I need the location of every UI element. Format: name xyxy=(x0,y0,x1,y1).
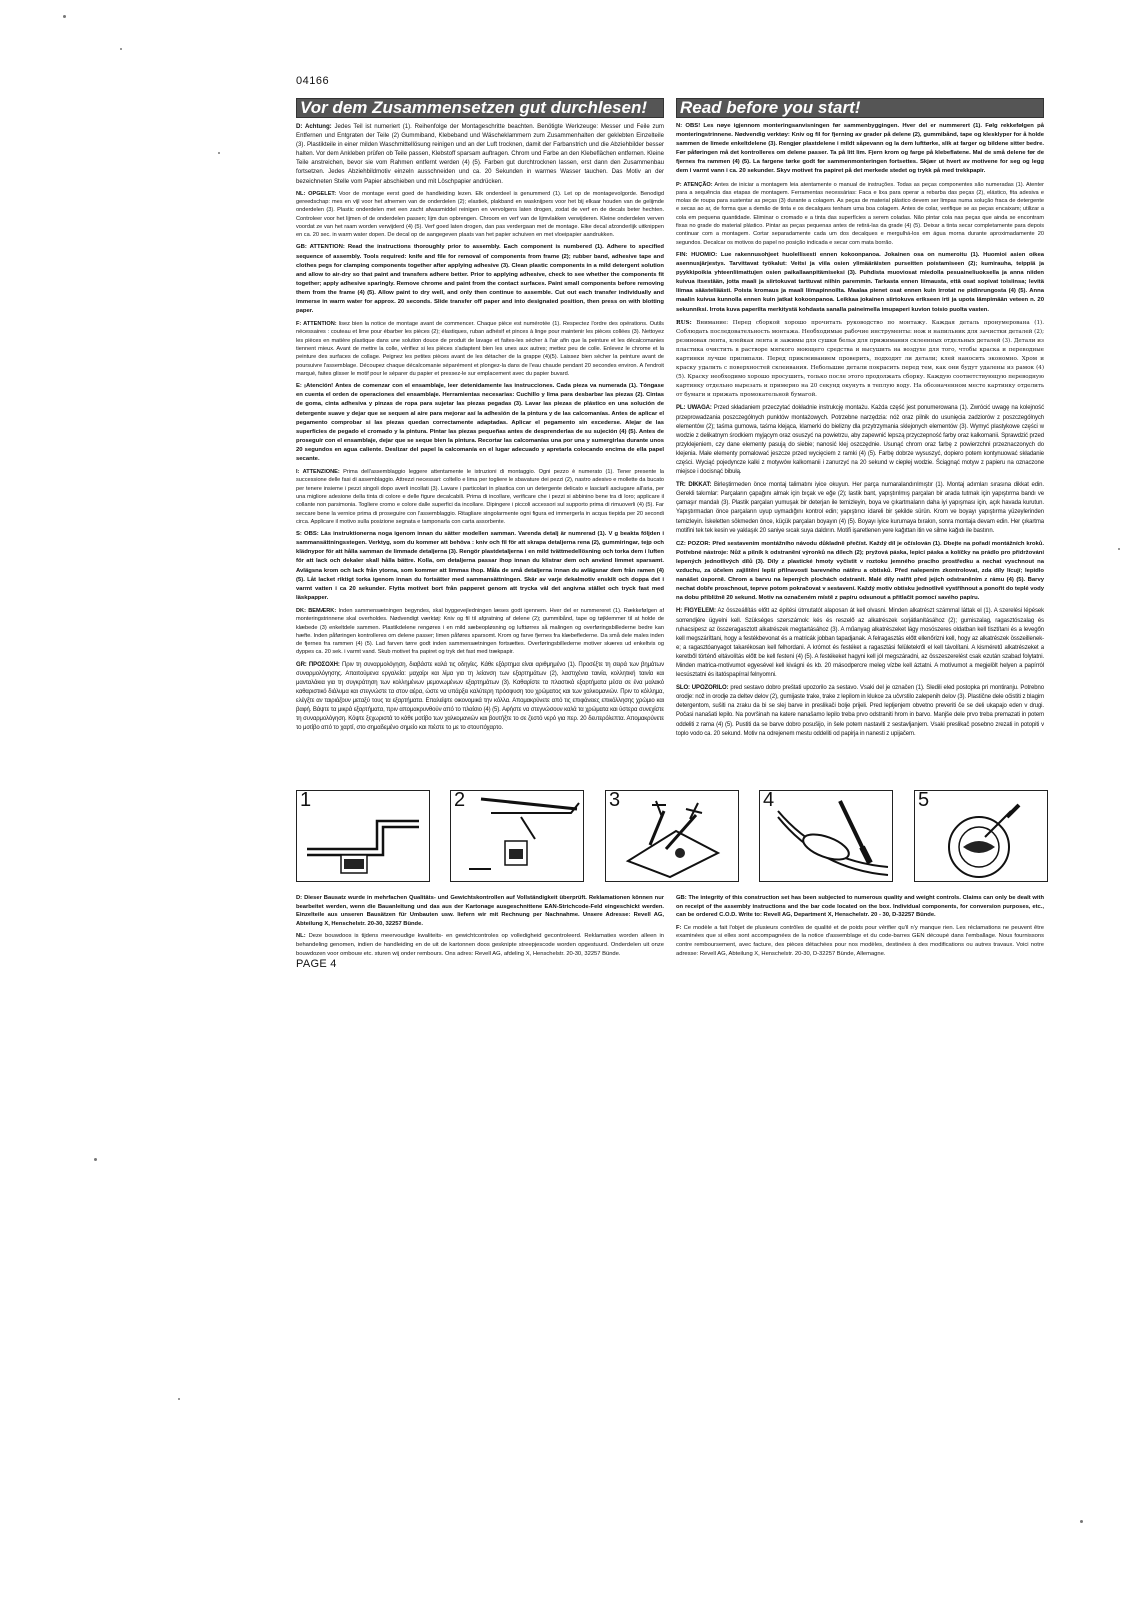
illustration-number: 4 xyxy=(763,790,775,811)
paragraph-body: Antes de comenzar con el ensamblaje, leer detenidamente las instrucciones. Cada pieza va numerada (1). Tóngase en cuenta el orden de operaciones del ensamblaje. Herramientas necesarias: Cuchillo y lima para desbarbar las piezas (2). Cintas de goma, cinta adhesiva y pinzas de ropa para sujetar las piezas pegadas (3). Lavar las piezas de plástico en una solución de detergente suave y dejar que se sequen al aire para mejorar así la adhesión de la pintura y de las calcomanías. Antes de aplicar el pegamento comprobar si las piezas quedan correctamente adaptadas. Aplicar el pegamento sin excederse. Alejar de las superficies de pegado el cromado y la pintura. Pintar las piezas pequeñas antes de desprenderlas de su sujeción (4) (5). Antes de proseguir con el ensamblaje, dejar que se seque bien la pintura. Recortar las calcomanías una por una y sumergirlas durante unos 20 segundos en agua caliente. Deslizar del papel la calcomanía en el lugar adecuado y apretarla colocando encima de ella papel secante. xyxy=(296,383,664,463)
scan-speck xyxy=(218,152,220,154)
footer-left xyxy=(296,890,664,958)
paragraph-lead: RUS: xyxy=(676,319,692,326)
paragraph-lead: H: FIGYELEM: xyxy=(676,608,716,615)
paragraph-lead: D: Achtung: xyxy=(296,123,332,130)
document-number: 04166 xyxy=(296,75,330,87)
footer-paragraph-fr xyxy=(676,924,1044,958)
paragraph-de xyxy=(296,122,664,186)
decal-in-water-icon xyxy=(915,791,1047,881)
illustration-1 xyxy=(296,790,430,882)
brush-on-sprue-icon xyxy=(760,791,892,881)
right-paragraphs xyxy=(676,122,1044,739)
paragraph-lead: NL: OPGELET: xyxy=(296,190,337,197)
left-column xyxy=(296,98,664,733)
paragraph-lead: P: ATENÇÃO: xyxy=(676,181,713,188)
paragraph-lead: F: xyxy=(676,924,682,931)
paragraph-lead: CZ: POZOR: xyxy=(676,540,711,547)
paragraph-lead: GR: ΠΡΟΣΟΧΗ: xyxy=(296,661,340,668)
clamp-glued-parts-icon xyxy=(606,791,738,881)
paragraph-body: The integrity of this construction set has been subjected to numerous quality and weight controls. Claims can only be dealt with on receipt of the assembly instructions and the bar code located on the box. Individual components, for conversion purposes, etc., can be ordered C.O.D. Write to: Revell AG, Department X, Henschelstr. 20 - 30, D-32257 Bünde. xyxy=(676,895,1044,919)
paragraph-lead: E: ¡Atención! xyxy=(296,383,334,390)
paragraph-lead: DK: BEMÆRK: xyxy=(296,607,337,614)
scan-speck xyxy=(1080,1520,1083,1523)
paragraph-lead: GB: xyxy=(676,895,687,901)
paragraph-body: lisez bien la notice de montage avant de commencer. Chaque pièce est numérotée (1). Respectez l'ordre des opérations. Outils nécessaires : couteau et lime pour ébarber les pièces (2); élastiques, ruban adhésif et pinces à linge pour maintenir les pièces collées (3). Nettoyez les pièces en matière plastique dans une solution douce de produit de lavage et faites-les sécher à l'air afin que la peinture et les décalcomanies tiennent mieux. Avant de mettre la colle, vérifiez si les pièces s'adaptent bien les unes aux autres; mettez peu de colle. Enlevez le chrome et la peinture des surfaces de collage. Peignez les petites pièces avant de les détacher de la grappe (4)(5). Laissez bien sécher la peinture avant de poursuivre l'assemblage. Découpez chaque décalcomanie séparément et plongez-la dans de l'eau chaude pendant 20 secondes environ. A l'endroit marqué, faites glisser le motif pour le séparer du papier et pressez-le sur emplacement avec du papier buvard. xyxy=(296,321,664,377)
left-column-banner: Vor dem Zusammensetzen gut durchlesen! xyxy=(296,98,664,118)
scan-speck xyxy=(63,15,66,18)
right-column-banner: Read before you start! xyxy=(676,98,1044,118)
footer-paragraph-de xyxy=(296,894,664,928)
paragraph-lead: I: ATTENZIONE: xyxy=(296,469,340,476)
paragraph-body: Les nøye igjennom monteringsanvisningen før sammenbyggingen. Hver del er nummerert (1). Følg rekkefølgen på monteringstrinnene. Nødvendig verktøy: Kniv og fil for fjerning av grader på delene (2), gummibånd, tape og klesklyper for å holde sammen de limede enkeltdelene (3). Rengjør plastdelene i mildt såpevann og la dem lufttørke, slik at farger og bildene sitter bedre. Før påføringen må det kontrolleres om delene passer. Ta på litt lim. Fjern krom og farge på klebeflatene. Mal de små delene før de fjernes fra rammen (4) (5). La fargene tørke godt før sammenmonteringen fortsettes. Skjær ut hvert av motivene for seg og legg dem i varmt vann i ca. 20 sekunder. Skyv motivet fra papiret på det merkede stedet og trykk på med trekkpapir. xyxy=(676,123,1044,175)
illustration-number: 3 xyxy=(609,790,621,811)
paragraph-tr xyxy=(676,481,1044,536)
left-paragraphs xyxy=(296,122,664,733)
illustration-2 xyxy=(450,790,584,882)
paragraph-body: Ce modèle a fait l'objet de plusieurs contrôles de qualité et de poids pour vérifier qu'il n'y manque rien. Les réclamations ne peuvent être examinées que si elles sont accompagnées de la notice d'assemblage et du code-barres GEN découpé dans l'emballage. Nous fournissons contre remboursement, avec facture, des pièces détachées pour nos modèles, destinées à des modifications ou autres travaux. Voici notre adresse: Revell AG, Abteilung X, Henschelstr. 20-30, D-32257 Bünde, Allemagne. xyxy=(676,924,1044,957)
paragraph-body: pred sestavo dobro preštati upozorilo za sestavo. Vsaki del je označen (1). Sledili eled postopka pri montiranju. Potrebno orodje: nož in orodje za deltev delov (2), gumijaste trake, trake z lepilom in klukce za učvrstilo zalepenih delov (3). Plastične dele očistiti z blagim detergentom, sušiti na zraku da bi se slej barve in preslikači bolje prijeli. Pred lepljenjem obvetno preveriti če se deli ukapajo eden v drugi. Počasi nanašati lepilo. Na površinah na katere nanašamo lepilo treba prvo odstraniti hrom in barvo. Manjše dele prvo treba premazati in potem oddeliti z rama (4) (5). Pustiti da se barve dobro posušijo, in šele potem nastaviti z sestavljanjem. Vsaki preslikač posebno zrezati in potopiti v toplo vodo ca. 20 sekund. Motiv na odrejenem mestu oddeliti od papirja in nanesti z upijačem. xyxy=(676,685,1044,737)
scan-speck xyxy=(178,1398,180,1400)
paragraph-fi xyxy=(676,251,1044,315)
paragraph-body: Read the instructions thoroughly prior to assembly. Each component is numbered (1). Adhere to specified sequence of assembly. Tools required: knife and file for removal of components from frame (2); rubber band, adhesive tape and clothes pegs for clamping components together after applying adhesive (3). Clean plastic components in a mild detergent solution and allow to air-dry so that paint and transfers adhere better. Prior to applying adhesive, check to see whether the components fit together; apply adhesive sparingly. Remove chrome and paint from the contact surfaces. Paint small components before removing them from the frame (4) (5). Allow paint to dry well, and only then continue to assemble. Cut out each transfer individually and immerse in warm water for approx. 20 seconds. Slide transfer off paper and into designated position, then press on with blotting paper. xyxy=(296,244,664,315)
illustration-5 xyxy=(914,790,1048,882)
paragraph-body: Deze bouwdoos is tijdens meervoudige kwaliteits- en gewichtcontroles op volledigheid gecontroleerd. Reklamaties worden alleen in behandeling genomen, indien de handleiding en de uit de kartonnen doos gesknipte streepjescode worden opgestuurd. Onderdelen uit onze bouwdozen voor ombouw etc. sturen wij onder rembours. Ons adres: Revell AG, afdeling X, Henschelstr. 20-30, 32257 Bünde. xyxy=(296,933,664,957)
paragraph-lead: SLO: UPOZORILO: xyxy=(676,685,729,692)
paragraph-body: Внимание: Перед сборкой хорошо прочитать руководство по монтажу. Каждая деталь пронумерована (1). Соблюдать последовательность монтажа. Необходимые рабочие инструменты: нож и напильник для зачистки деталей (2); резиновая лента, клейкая лента и зажимы для сушки белья для прижимания склеенных отдельных деталей (3). Детали из пластика очистить в растворе мягкого моющего средства и высушить на воздухе для того, чтобы краска и переводные картинки лучше прилипали. Перед приклеиванием проверить, подходят ли детали; клей наносить экономно. Хром и краску удалить с поверхностей склеивания. Небольшие детали покрасить перед тем, как они будут удалены из рамок (4) (5). Краску необходимо хорошо просушить, только после этого продолжать сборку. Каждую соответствующую переводную картинку отдельно вырезать и примерно на 20 секунд окунуть в теплую воду. На обозначенном месте картинку отделить от бумаги и прижать промокательной бумагой. xyxy=(676,319,1044,399)
knife-and-file-icon xyxy=(451,791,583,881)
right-column xyxy=(676,98,1044,739)
paragraph-fr xyxy=(296,320,664,378)
paragraph-body: Lue rakennusohjeet huolellisesti ennen kokoonpanoa. Jokainen osa on numeroitu (1). Huomioi asien oikea asennusjärjestys. Tarvittavat työkalut: Veitsi ja viila osien ylimääräisten purseitten poistamiseen (2); kumirauha, teippiä ja pyykkipoikia yhteenliimattujen osien paikallaanpitämiseksi (3). Puhdista muoviosat miedolla pesuaineliuoksella ja anna niiden kuivua itsestään, jotta maali ja siirtokuvat tarttuvat niihin paremmin. Tarkasta ennen liimausta, että osat sopivat toisiinsa; levitä liimaa säästeliäästi. Poista kromaus ja maali liimapinnoilta. Maalaa pienet osat ennen kuin irrotat ne pidinrungosta (4) (5). Anna maalin kuivua kunnolla ennen kuin jatkat kokoonpanoa. Leikkaa jokainen siirtokuva erikseen irti ja upota lämpimään veteen n. 20 sekunniksi. Irrota kuva paperilta merkitystä kohdasta sanalla paineimella imupaperi kuvion toisio puolta vasten. xyxy=(676,251,1044,313)
paragraph-gb xyxy=(296,243,664,316)
paragraph-body: Az összeállítás előtt az építési útmutatót alaposan át kell olvasni. Minden alkatrészt számmal láttak el (1). A szerelési lépések sorrendjére ügyelni kell. Szükséges szerszámok: kés és reszelő az alkatrészek sorjátlanításához (2); gumiszalag, ragasztószalag és ruhacsipesz az összeragasztott alkatrészek megtartásához (3). A műanyag alkatrészeket lágy mosószeres oldatban kell tisztítani és a levegőn kell megszáríttani, hogy a festékbevonat és a matricák jobban tapadjanak. A felragasztás előtt ellenőrizni kell, hogy az alkatrészek összeillenek-e; a ragasztóanyagot takarékosan kell felhordani. A krómot és festéket a ragasztási felületekről el kell távolítani. A kisméretű alkatrészeket a keretből történő eltávolítás előtt be kell festeni (4) (5). A festékeket hagyni kell jól megszáradni, az összeszerelést csak ezután szabad folytatni. Minden matrica-motívumot egyesével kell kivágni és kb. 20 másodpercre meleg vízbe kell áztatni. A motívumot a megjelölt helyen a papírról lecsúsztatni és itatóspapírral felnyomni. xyxy=(676,608,1044,679)
illustration-number: 1 xyxy=(300,790,312,811)
paragraph-body: Před sestavením montážního návodu důkladně přečíst. Každý díl je očíslován (1). Dbejte na pořadí montážních kroků. Potřebné nástroje: Nůž a pilník k odstranění výronků na dílech (2); pryžová páska, lepicí páska a kolíčky na prádlo pro přidržování lepených jednotlivých dílů (3). Díly z plastické hmoty vyčistit v roztoku jemného pracího prostředku a nechat vyschnout na vzduchu, za účelem zajištění lepší přilnavosti barevného nátěru a obtisků. Před nalepením zkontrolovat, zda díly lícují; lepidlo nanášet úsporně. Chrom a barvu na lepených plochách odstranit. Malé díly natřít před jejich odstraněním z rámu (4) (5). Barvy nechat dobře proschnout, teprve potom pokračovat v sestavení. Každý motiv obtisku jednotlivě vystřihnout a ponořit do teplé vody na dobu přibližně 20 sekund. Motiv na označeném místě z papíru odsunout a přitlačit pomocí savého papíru. xyxy=(676,540,1044,602)
paragraph-no xyxy=(676,122,1044,177)
paragraph-body: Jedes Teil ist numeriert (1). Reihenfolge der Montageschritte beachten. Benötigte Werkzeuge: Messer und Feile zum Entfernen und Entgraten der Teile (2) Gummiband, Klebeband und Wäscheklammern zum Zusammenhalten der geklebten Einzelteile (3). Plastikteile in einer milden Waschmittellösung reinigen und an der Luft trocknen, damit der Farbanstrich und die Abziehbilder besser halten. Vor dem Ankleben prüfen ob Teile passen, Klebstoff sparsam auftragen. Chrom und Farbe an den Klebeflächen entfernen. Kleine Teile anstreichen, bevor sie vom Rahmen entfernt werden (4) (5). Farben gut durchtrocknen lassen, erst dann den Zusammenbau fortsetzen. Jedes Abziehbildmotiv einzeln ausschneiden und ca. 20 Sekunden in warmes Wasser tauchen. Das Motiv an der bezeichneten Stelle vom Papier abschieben und mit Löschpapier andrücken. xyxy=(296,123,664,185)
paragraph-body: Läs instruktionerna noga igenom innan du sätter modellen samman. Varenda detalj är numrerad (1). V g beakta följden i sammansättningsstegen. Verktyg, som du kommer att behöva : kniv och fil för att skrapa detaljerna rena (2), gummiringar, tejp och klädnypor för att hålla samman de limmade detaljerna (3). Rengör plastdetaljerna i en mild tvättmedellösning och torka dem i luften för att lack och dekaler skall hålla bättre. Kolla, om detaljerna passar ihop innan du klistrar dem och använd limmet sparsamt. Avlägsna krom och lack från ytorna, som kommer att limmas ihop. Måla de små detaljerna innan du avlägsnar dem från ramen (4) (5). Låt lacket riktigt torka igenom innan du fortsätter med sammansättningen. Skär av varje dekalmotiv enskilt och doppa det i varmt vatten i ca 20 sekunder. Flytta motivet bort från papperet genom att trycka väl det angivna stället och tryck fast med läskpapper. xyxy=(296,531,664,601)
paragraph-lead: N: OBS! xyxy=(676,123,701,129)
scan-speck xyxy=(120,48,122,50)
paragraph-slo xyxy=(676,684,1044,739)
paragraph-body: Voor de montage eerst goed de handleiding lezen. Elk onderdeel is genummerd (1). Let op de montagevolgorde. Benodigd gereedschap: mes en vijl voor het afnemen van de onderdelen (2); elastiek, plakband en wasknijpers voor het bij elkaar houden van de gelijmde onderdelen (3). Plastic onderdelen met een zacht afwasmiddel reinigen en vervolgens laten drogen, zodat de verf en de decals beter hechten. Controleer voor het lijmen of de onderdelen passen; lijm dun opbrengen. Chroom en verf van de lijmvlakken verwijderen. Kleine onderdelen verven voordat ze van het raam worden verwijderd (4) (5). Verf goed laten drogen, dan pas verdergaan met de montage. Elke decal afzonderlijk uitknippen en ca. 20 sec. in warm water dopen. De decal op de aangegeven plaats van het papier schuiven en met vloeipapier aandrukken. xyxy=(296,190,664,239)
paragraph-body: Prima dell'assemblaggio leggere attentamente le istruzioni di montaggio. Ogni pezzo è numerato (1). Tener presente la successione delle fasi di assemblaggio. Attrezzi necessari: coltello e lima per togliere le sbavature dei pezzi (2), nastro adesivo e mollette da bucato per tenere insieme i pezzi singoli dopo averli incollati (3). Lavare i particolari in plastica con un detergente delicato e lasciarli asciugare all'aria, per una migliore adesione della tinta di colore e delle figure decalcabili. Prima di incollare, verificare che i pezzi si abbinino bene tra di loro; applicare il collante non parsimonia. Togliere cromo e colore dalle superfici da incollare. Dipingere i piccoli accessori sul supporto prima di rimuoverli (4) (5). Far seccare bene la vernice prima di proseguire con l'assemblaggio. Ritagliare singolarmente ogni figura ed immergerla in acqua tiepida per 20 secondi circa. Applicare il motivo sulla posizione segnata e tamponarla con carta assorbente. xyxy=(296,469,664,525)
paragraph-pl xyxy=(676,404,1044,477)
scan-speck xyxy=(94,1158,97,1161)
paragraph-gr xyxy=(296,661,664,734)
paragraph-se xyxy=(296,530,664,603)
paragraph-lead: PL: UWAGA: xyxy=(676,405,712,412)
paragraph-body: Inden sammensætningen begyndes, skal byggevejledningen læses godt igennem. Hver del er nummereret (1). Rækkefølgen af monteringstrinnene skal overholdes. Nødvendigt værktøj: Kniv og fil til afgratning af delene (2); gummibånd, tape og tøjklemmer til at holde de klæbede (3) enkeltdele sammen. Plastikdelene rengøres i en mild sæbeopløsning og lufttørres så malingen og overføringsbillederne bedre kan hæfte. Inden påføringen kontrolleres om delene passer; limen påføres sparsomt. Krom og farve fjernes fra klæbeflederne. Da små dele males inden de fjernes fra rammen (4) (5). Lad farven tørre godt inden sammensætningen fortsættes. Overføringsbillederne motiver skæres ud enkeltvis og dyppes ca. 20 sek. i varmt vand. Skub motivet fra papiret og tryk det fast med trækpapir. xyxy=(296,607,664,656)
paragraph-body: Dieser Bausatz wurde in mehrfachen Qualitäts- und Gewichtskontrollen auf Vollständigkeit überprüft. Reklamationen können nur bearbeitet werden, wenn die Bauanleitung und das aus der Kartonage ausgeschnittene EAN-Strichcode-Feld eingeschickt werden. Einzelteile aus unseren Bausätzen für Umbauten usw. liefern wir mit Rechnung per Nachnahme. Unsere Adresse: Revell AG, Abteilung X, Henschelstr. 20-30, 32257 Bünde. xyxy=(296,895,664,927)
footer-paragraph-gb xyxy=(676,894,1044,920)
numbered-part-icon xyxy=(297,791,429,881)
paragraph-body: Birleştirmeden önce montaj talimatını iyice okuyun. Her parça numaralandırılmıştır (1). Montaj adımları sırasına dikkat edin. Gerekli takımlar: Parçaların çapağını almak için bıçak ve eğe (2); lastik bant, yapıştırılmış parçaları bir arada tutmak için yapıştırma bandı ve çamaşır mandalı (3). Plastik parçaları yumuşak bir deterjan ile temizleyin, boya ve çıkartmaların daha iyi yapışması için, açık havada kurutun. Yapıştırmadan önce parçaların uyup uymadığını kontrol edin; yapıştırıcı idareli bir şekilde sürün. Krom ve boyayı yapıştırma yüzeylerinden temizleyin. İskeletten sökmeden önce, küçük parçaları boyayın (4) (5). Boyayı iyice kurumaya bırakın, sonra montaja devam edin. Her çıkartma motifini tek tek kesin ve yaklaşık 20 saniye sıcak suya daldırın. Motifi işaretlenen yere kağıttan itin ve silme kağıdı ile bastırın. xyxy=(676,482,1044,534)
illustration-row xyxy=(296,790,1046,880)
paragraph-lead: F: ATTENTION: xyxy=(296,321,337,328)
paragraph-pt xyxy=(676,181,1044,247)
illustration-3 xyxy=(605,790,739,882)
footer-right xyxy=(676,890,1044,958)
paragraph-lead: NL: xyxy=(296,933,306,940)
paragraph-hu xyxy=(676,607,1044,680)
scan-speck xyxy=(1118,548,1120,550)
illustration-number: 2 xyxy=(454,790,466,811)
paragraph-dk xyxy=(296,607,664,657)
paragraph-lead: D: xyxy=(296,895,303,901)
paragraph-lead: TR: DİKKAT: xyxy=(676,482,712,489)
paragraph-it xyxy=(296,468,664,526)
paragraph-lead: GB: ATTENTION: xyxy=(296,244,345,251)
paragraph-lead: S: OBS: xyxy=(296,531,319,538)
page-label: PAGE 4 xyxy=(296,958,337,970)
paragraph-cz xyxy=(676,540,1044,604)
illustration-4 xyxy=(759,790,893,882)
paragraph-es xyxy=(296,382,664,464)
paragraph-ru xyxy=(676,319,1044,401)
paragraph-body: Πριν τη συναρμολόγηση, διαβάστε καλά τις οδηγίες. Κάθε εξάρτημα είναι αριθμημένο (1). Προσέξτε τη σειρά των βημάτων συναρμολόγησης. Απαιτούμενα εργαλεία: μαχαίρι και λίμα για τη λείανση των εξαρτημάτων (2), λαστιχένια ταινία, κολλητική ταινία και μανταλάκια για τη συγκράτηση των κολλημένων μεμονωμένων εξαρτημάτων (3). Καθαρίστε τα πλαστικά εξαρτήματα μέσα σε ένα μαλακό καθαριστικό διάλυμα και στεγνώστε τα στον αέρα, ώστε να υπάρξει καλύτερη πρόσφυση του χρώματος και των χαλκομανιών. Πριν το κόλλημα, ελέγξτε αν ταιριάζουν μεταξύ τους τα εξαρτήματα. Επαλείψτε οικονομικά την κόλλα. Απομακρύνετε από τις επιφάνειες επικόλλησης χρώμιο και βαφή. Βάψτε τα μικρά εξαρτήματα, πριν απομακρυνθούν από το πλαίσιο (4) (5). Αφήστε να στεγνώσουν καλά τα χρώματα και ύστερα συνεχίστε τη συναρμολόγηση. Κόψτε ξεχωριστά το κάθε μοτίβο των χαλκομανιών και βουτήξτε το σε ζεστό νερό για περ. 20 δευτερόλεπτα. Απομακρύνετε το μοτίβο από το χαρτί, στο σημαδεμένο σημείο και πιέστε το με το στουπόχαρτο. xyxy=(296,661,664,732)
footer-paragraph-nl xyxy=(296,932,664,958)
paragraph-nl xyxy=(296,190,664,240)
paragraph-body: Antes de iniciar a montagem leia atentamente o manual de instruções. Todas as peças componentes são numeradas (1). Atenter para a sequência das etapas de montagem. Ferramentas necessárias: Faca e lixa para operar a rebarba das peças (2), elástico, fita adesiva e molas de roupa para sustentar as peças (3) durante a colagem. As peças de material plástico devem ser limpas numa solução fraca de detergente e secas ao ar, de forma que a demão de tinta e os decalques tenham uma boa colagem. Antes de colar, verifique se as peças encaixam; utilizar a cola em pequena quantidade. Eliminar o cromado e a tinta das superfícies a serem coladas. Não pintar cola nas peças que ainda se encontram fixas no grade do material plástico. Pintar as peças pequenas antes de retirá-las da grade (4) (5). Deixar a tinta secar completamente para depois continuar com a montagem. Cortar separadamente cada um dos decalques e mergulhá-los em água morna durante aproximadamente 20 segundos. Decalcar os motivos do papel no posição indicada e secar com mata borrão. xyxy=(676,181,1044,246)
paragraph-body: Przed składaniem przeczytać dokładnie instrukcję montażu. Każda część jest ponumerowana (1). Zwrócić uwagę na kolejność przeprowadzania poszczególnych punktów montażowych. Potrzebne narzędzia: nóż oraz pilnik do usunięcia zadziorów z poszczególnych elementów (2); taśma gumowa, taśma klejąca, klamerki do bielizny dla przytrzymania sklejonych elementów (3). Wymyć plastykowe części w wodzie z delikatnym środkiem myjącym oraz osuszyć na powietrzu, aby zapewnić lepszą przyczepność farby oraz kalkomanii. Sprawdzić przed przyklejeniem, czy dane elementy pasują do siebie; nanosić klej oszczędnie. Usunąć chrom oraz farbę z powierzchni przeznaczonych do klejenia. Małe elementy pomalować jeszcze przed wycięciem z ramki (4) (5). Farbę dobrze wysuszyć, dopiero potem kontynuować składanie części. Wyciąć pojedyncze kalki z motywów kalkomanii i zanurzyć na 20 sekund w ciepłej wodzie. Ściągnąć motyw z papieru na oznaczone miejsce i docisnąć bibułą. xyxy=(676,405,1044,476)
paragraph-lead: FIN: HUOMIO: xyxy=(676,251,718,258)
illustration-number: 5 xyxy=(918,790,930,811)
